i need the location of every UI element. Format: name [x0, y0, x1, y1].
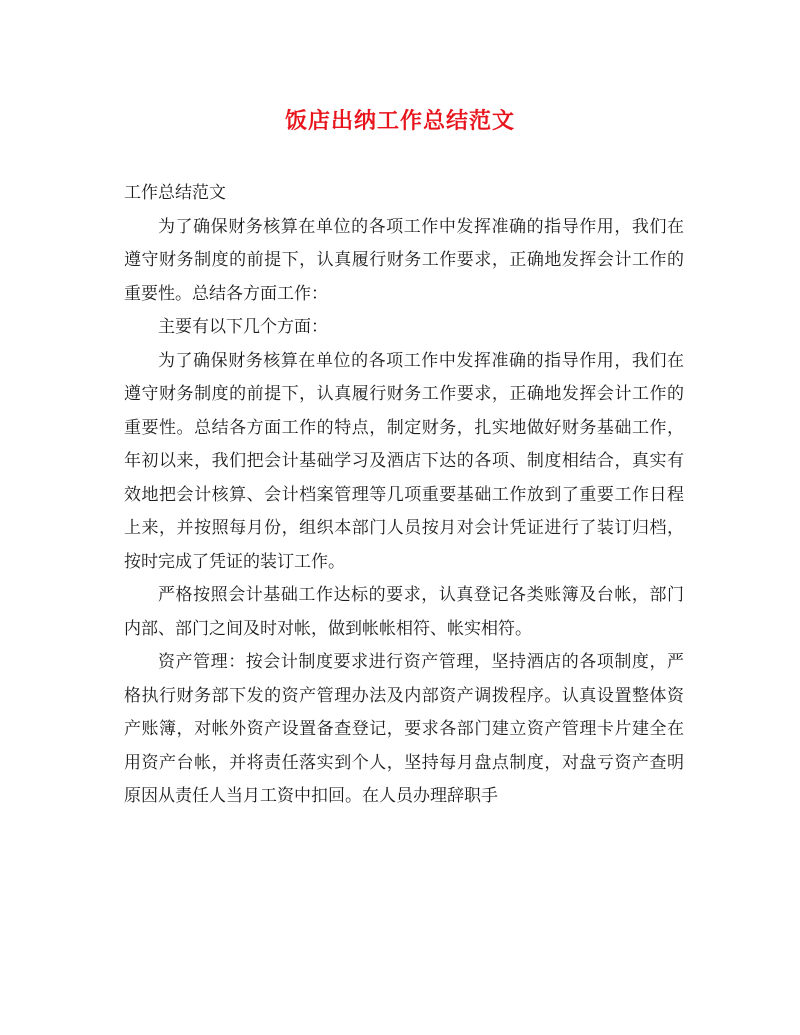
paragraph-ledgers: 严格按照会计基础工作达标的要求，认真登记各类账簿及台帐，部门内部、部门之间及时对帐，做到帐帐相符、帐实相符。	[124, 585, 684, 639]
document-title: 饭店出纳工作总结范文	[284, 108, 515, 134]
paragraph-accounting-basics: 为了确保财务核算在单位的各项工作中发挥准确的指导作用，我们在遵守财务制度的前提下，认真履行财务工作要求，正确地发挥会计工作的重要性。总结各方面工作的特点，制定财务，扎实地做好财务基础工作，年初以来，我们把会计基础学习及酒店下达的各项、制度相结合，真实有效地把会计核算、会计档案管理等几项重要基础工作放到了重要工作日程上来，并按照每月份，组织本部门人员按月对会计凭证进行了装订归档，按时完成了凭证的装订工作。	[124, 350, 684, 572]
paragraph-intro: 为了确保财务核算在单位的各项工作中发挥准确的指导作用，我们在遵守财务制度的前提下，认真履行财务工作要求，正确地发挥会计工作的重要性。总结各方面工作：	[124, 216, 684, 304]
section-heading: 工作总结范文	[124, 183, 226, 203]
document-body	[124, 177, 684, 814]
paragraph-aspects: 主要有以下几个方面：	[158, 317, 328, 337]
paragraph-asset-management: 资产管理：按会计制度要求进行资产管理，坚持酒店的各项制度，严格执行财务部下发的资产管理办法及内部资产调拨程序。认真设置整体资产账簿，对帐外资产设置备查登记，要求各部门建立资产管理卡片建全在用资产台帐，并将责任落实到个人，坚持每月盘点制度，对盘亏资产查明原因从责任人当月工资中扣回。在人员办理辞职手	[124, 652, 684, 806]
